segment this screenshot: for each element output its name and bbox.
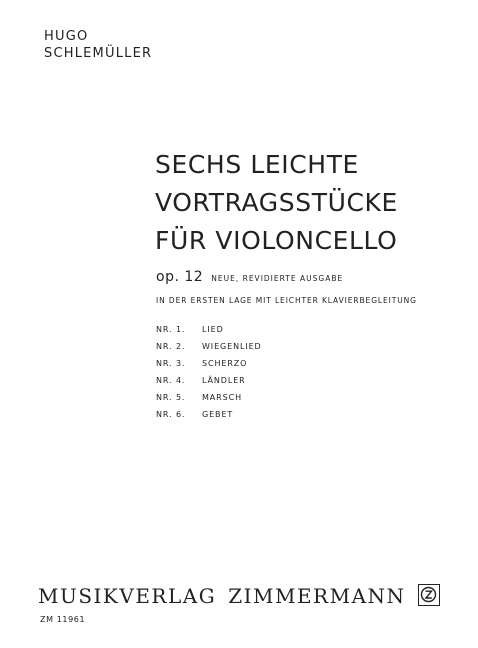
piece-title: MARSCH bbox=[202, 393, 243, 402]
piece-title: WIEGENLIED bbox=[202, 342, 262, 351]
piece-title: GEBET bbox=[202, 410, 234, 419]
list-item bbox=[156, 355, 262, 372]
piece-number: NR. 6. bbox=[156, 410, 186, 419]
publisher-name bbox=[38, 584, 406, 608]
catalog-number: ZM 11961 bbox=[40, 615, 86, 624]
work-title bbox=[155, 146, 398, 260]
list-item bbox=[156, 372, 262, 389]
publisher-logo-icon bbox=[418, 584, 440, 606]
publisher-word-1: MUSIKVERLAG bbox=[38, 584, 217, 608]
list-item bbox=[156, 321, 262, 338]
edition-note: NEUE, REVIDIERTE AUSGABE bbox=[211, 274, 344, 283]
composer-last-name: SCHLEMÜLLER bbox=[44, 46, 153, 61]
piece-number: NR. 2. bbox=[156, 342, 186, 351]
composer-first-name: HUGO bbox=[44, 29, 89, 44]
piece-number: NR. 4. bbox=[156, 376, 186, 385]
piece-title: LÄNDLER bbox=[202, 376, 246, 385]
publisher-word-2: ZIMMERMANN bbox=[228, 584, 406, 608]
composer-name bbox=[44, 28, 152, 62]
opus-line bbox=[156, 266, 343, 285]
piece-title: SCHERZO bbox=[202, 359, 248, 368]
piece-list bbox=[156, 321, 262, 423]
title-line-3: FÜR VIOLONCELLO bbox=[155, 226, 398, 255]
opus-number: op. 12 bbox=[156, 269, 204, 285]
list-item bbox=[156, 406, 262, 423]
subtitle: IN DER ERSTEN LAGE MIT LEICHTER KLAVIERBEGLEITUNG bbox=[156, 296, 417, 305]
list-item bbox=[156, 338, 262, 355]
piece-number: NR. 1. bbox=[156, 325, 186, 334]
title-line-1: SECHS LEICHTE bbox=[155, 150, 359, 179]
piece-title: LIED bbox=[202, 325, 224, 334]
title-line-2: VORTRAGSSTÜCKE bbox=[155, 188, 398, 217]
piece-number: NR. 5. bbox=[156, 393, 186, 402]
list-item bbox=[156, 389, 262, 406]
piece-number: NR. 3. bbox=[156, 359, 186, 368]
